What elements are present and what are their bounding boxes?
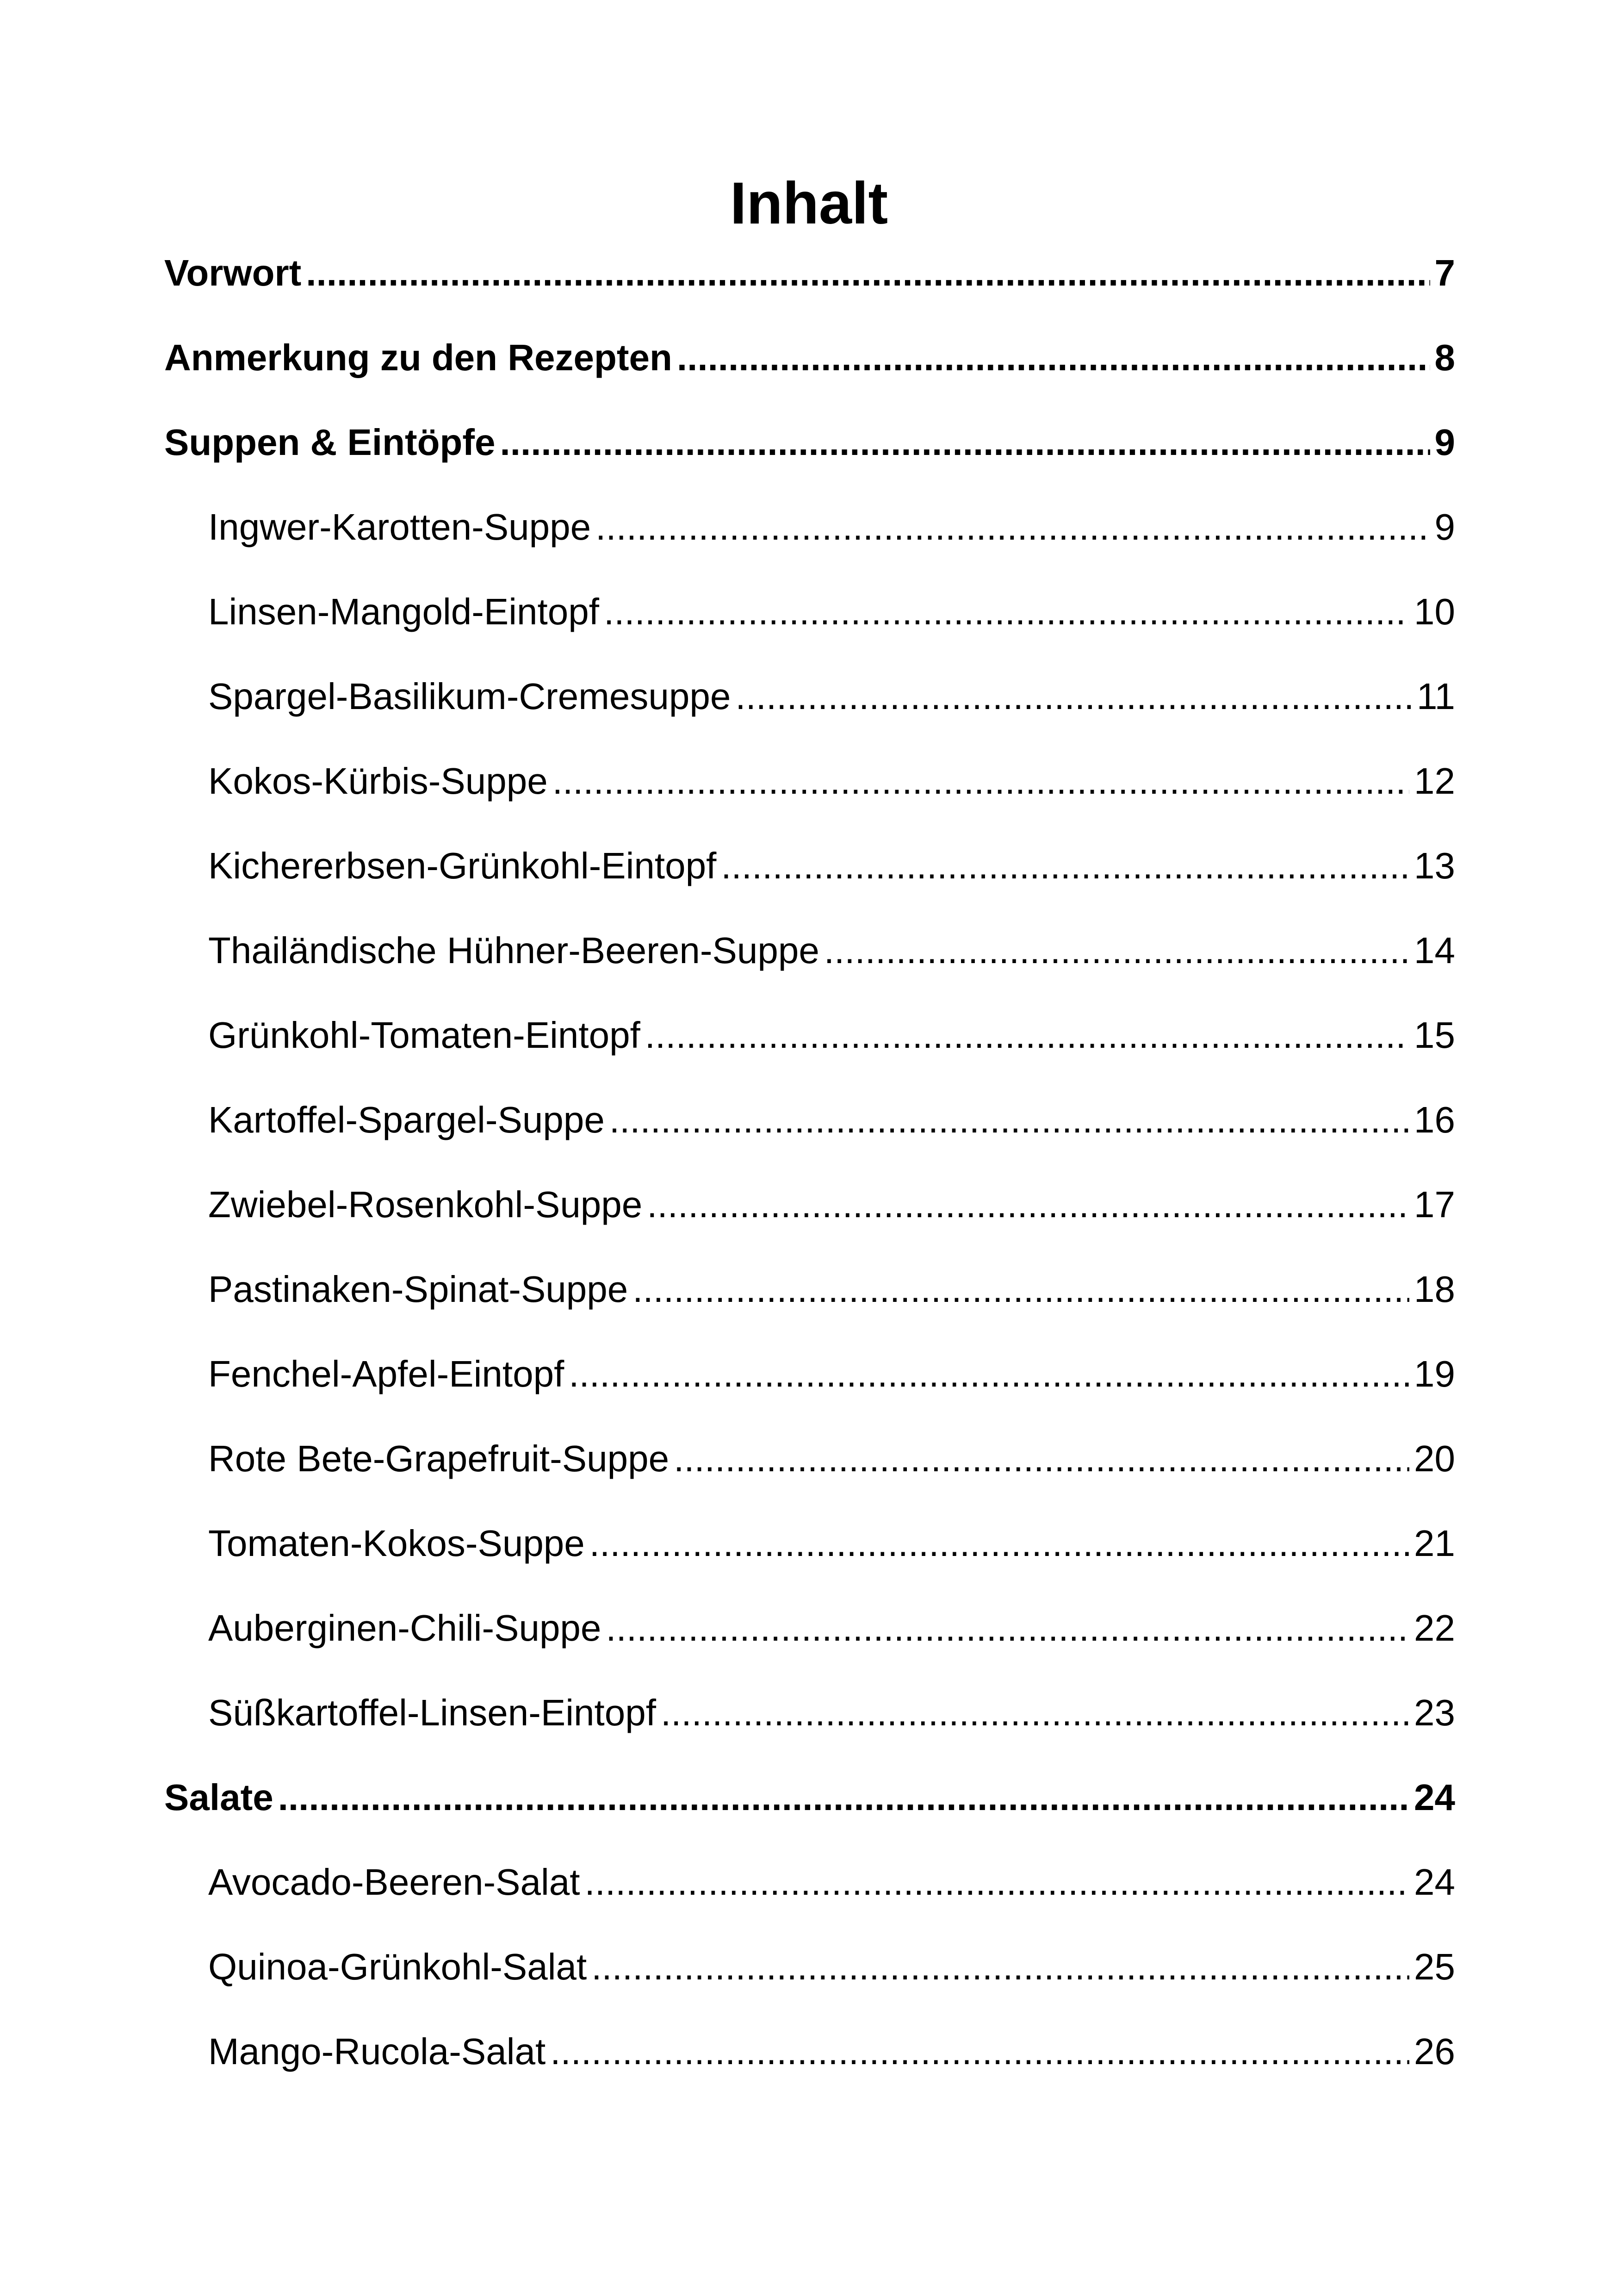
toc-page-number: 11 — [1416, 676, 1455, 717]
toc-entry-label: Salate — [164, 1777, 273, 1818]
toc-entry-label: Suppen & Eintöpfe — [164, 422, 496, 463]
toc-subentry — [164, 1596, 1455, 1680]
dot-leader — [647, 1182, 1409, 1228]
toc-page-number: 18 — [1414, 1269, 1455, 1310]
dot-leader — [584, 1859, 1409, 1905]
dot-leader — [735, 673, 1412, 720]
dot-leader — [632, 1266, 1409, 1313]
page-title: Inhalt — [730, 170, 888, 236]
toc-page-number: 10 — [1414, 591, 1455, 632]
dot-leader — [595, 504, 1430, 550]
toc-entry-label: Anmerkung zu den Rezepten — [164, 337, 672, 378]
toc-page-number: 15 — [1414, 1014, 1455, 1056]
dot-leader — [552, 758, 1409, 804]
toc-page-number: 20 — [1414, 1438, 1455, 1479]
toc-subentry — [164, 664, 1455, 749]
toc-entry-label: Grünkohl-Tomaten-Eintopf — [208, 1014, 640, 1056]
dot-leader — [661, 1690, 1409, 1736]
dot-leader — [721, 843, 1409, 889]
toc-entry-label: Rote Bete-Grapefruit-Suppe — [208, 1438, 670, 1479]
toc-subentry — [164, 1935, 1455, 2019]
toc-chapter-entry — [164, 410, 1455, 495]
dot-leader — [500, 419, 1430, 466]
toc-subentry — [164, 495, 1455, 579]
toc-subentry — [164, 1003, 1455, 1088]
toc-chapter-entry — [164, 241, 1455, 325]
toc-page-number: 19 — [1414, 1353, 1455, 1394]
dot-leader — [606, 1605, 1409, 1651]
toc-subentry — [164, 2019, 1455, 2104]
toc-page-number: 17 — [1414, 1184, 1455, 1225]
toc-entry-label: Auberginen-Chili-Suppe — [208, 1607, 601, 1649]
toc-subentry — [164, 1680, 1455, 1765]
toc-entry-label: Fenchel-Apfel-Eintopf — [208, 1353, 564, 1394]
toc-page-number: 13 — [1414, 845, 1455, 886]
toc-entry-label: Avocado-Beeren-Salat — [208, 1861, 580, 1903]
toc-subentry — [164, 1172, 1455, 1257]
toc-entry-label: Pastinaken-Spinat-Suppe — [208, 1269, 628, 1310]
toc-entry-label: Kokos-Kürbis-Suppe — [208, 760, 548, 802]
toc-page-number: 14 — [1414, 930, 1455, 971]
toc-page-number: 7 — [1434, 252, 1455, 293]
dot-leader — [306, 250, 1430, 296]
toc-entry-label: Süßkartoffel-Linsen-Eintopf — [208, 1692, 656, 1733]
toc-entry-label: Zwiebel-Rosenkohl-Suppe — [208, 1184, 643, 1225]
toc-subentry — [164, 1342, 1455, 1426]
toc-page-number: 24 — [1414, 1777, 1455, 1818]
toc-subentry — [164, 1257, 1455, 1342]
toc-page-number: 22 — [1414, 1607, 1455, 1649]
toc-page-number: 9 — [1434, 506, 1455, 548]
toc-entry-label: Ingwer-Karotten-Suppe — [208, 506, 591, 548]
toc-entry-label: Kartoffel-Spargel-Suppe — [208, 1099, 605, 1140]
toc-subentry — [164, 1088, 1455, 1172]
toc-page-number: 21 — [1414, 1523, 1455, 1564]
toc-entry-label: Tomaten-Kokos-Suppe — [208, 1523, 585, 1564]
dot-leader — [609, 1097, 1409, 1143]
toc-subentry — [164, 1511, 1455, 1596]
dot-leader — [591, 1944, 1409, 1990]
dot-leader — [677, 335, 1430, 381]
toc-entry-label: Quinoa-Grünkohl-Salat — [208, 1946, 587, 1987]
toc-chapter-entry — [164, 1765, 1455, 1850]
toc-subentry — [164, 834, 1455, 918]
toc-chapter-entry — [164, 325, 1455, 410]
toc-entry-label: Kichererbsen-Grünkohl-Eintopf — [208, 845, 717, 886]
toc-subentry — [164, 1850, 1455, 1935]
dot-leader — [604, 589, 1409, 635]
toc-page-number: 25 — [1414, 1946, 1455, 1987]
toc-page-number: 24 — [1414, 1861, 1455, 1903]
table-of-contents — [164, 241, 1455, 2104]
toc-entry-label: Mango-Rucola-Salat — [208, 2031, 546, 2072]
toc-entry-label: Linsen-Mangold-Eintopf — [208, 591, 599, 632]
toc-page-number: 16 — [1414, 1099, 1455, 1140]
dot-leader — [674, 1436, 1409, 1482]
toc-subentry — [164, 1426, 1455, 1511]
toc-page-number: 8 — [1434, 337, 1455, 378]
toc-entry-label: Spargel-Basilikum-Cremesuppe — [208, 676, 731, 717]
toc-page-number: 9 — [1434, 422, 1455, 463]
dot-leader — [550, 2028, 1409, 2075]
toc-subentry — [164, 579, 1455, 664]
toc-entry-label: Thailändische Hühner-Beeren-Suppe — [208, 930, 819, 971]
dot-leader — [569, 1351, 1409, 1397]
dot-leader — [278, 1774, 1409, 1821]
toc-page-number: 23 — [1414, 1692, 1455, 1733]
dot-leader — [824, 927, 1409, 974]
toc-page-number: 26 — [1414, 2031, 1455, 2072]
toc-subentry — [164, 918, 1455, 1003]
dot-leader — [589, 1520, 1409, 1567]
toc-page-number: 12 — [1414, 760, 1455, 802]
dot-leader — [645, 1012, 1409, 1058]
toc-subentry — [164, 749, 1455, 834]
toc-entry-label: Vorwort — [164, 252, 302, 293]
